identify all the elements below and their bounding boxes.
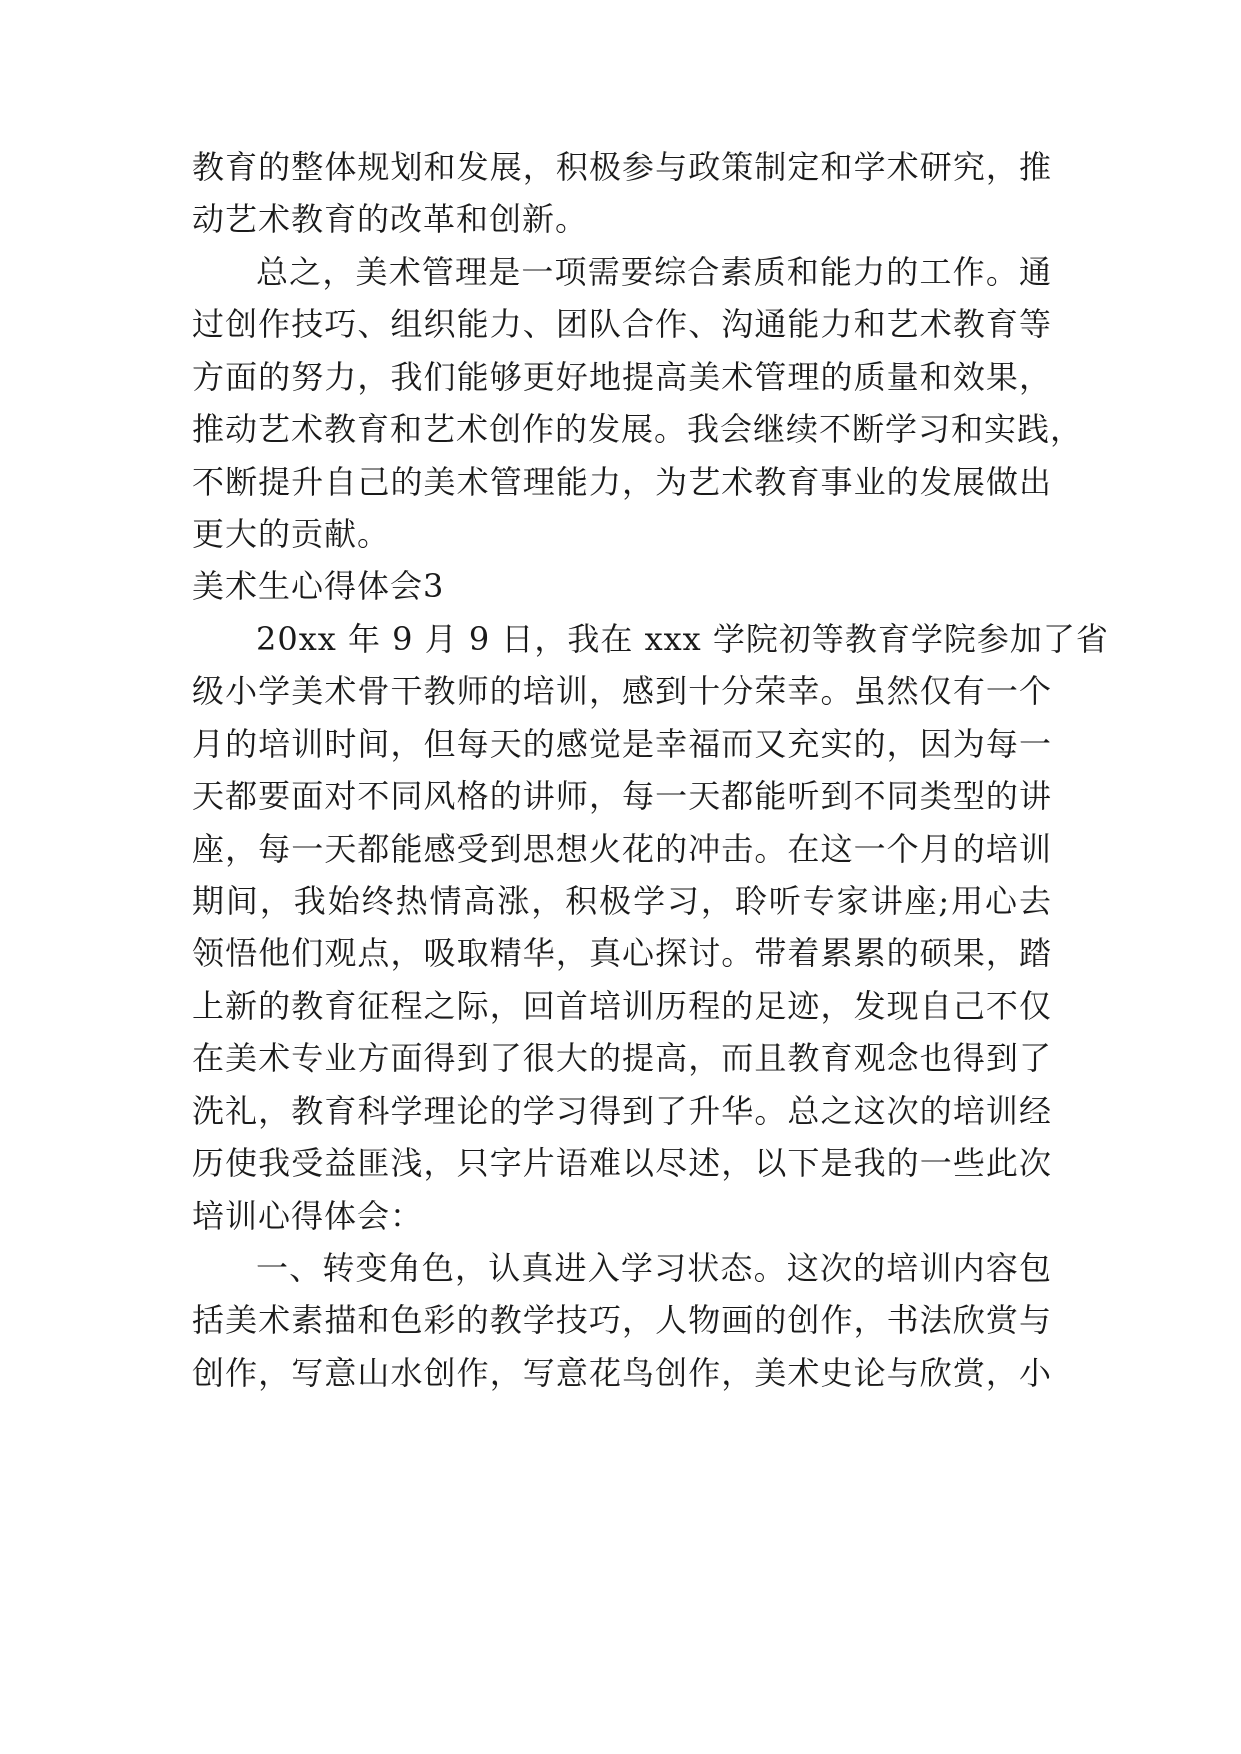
paragraph-line: 动艺术教育的改革和创新。 — [192, 200, 589, 238]
paragraph-line: 月的培训时间，但每天的感觉是幸福而又充实的，因为每一 — [192, 725, 1052, 763]
paragraph-line: 过创作技巧、组织能力、团队合作、沟通能力和艺术教育等 — [192, 305, 1052, 343]
paragraph-line: 推动艺术教育和艺术创作的发展。我会继续不断学习和实践， — [192, 410, 1084, 448]
section-heading: 美术生心得体会3 — [192, 567, 445, 605]
paragraph-line: 创作，写意山水创作，写意花鸟创作，美术史论与欣赏，小 — [192, 1354, 1052, 1392]
paragraph-line: 更大的贡献。 — [192, 515, 391, 553]
paragraph-line: 领悟他们观点，吸取精华，真心探讨。带着累累的硕果，踏 — [192, 934, 1052, 972]
paragraph-line: 20xx 年 9 月 9 日，我在 xxx 学院初等教育学院参加了省 — [256, 620, 1109, 658]
paragraph-line: 培训心得体会： — [192, 1197, 424, 1235]
paragraph-line: 历使我受益匪浅，只字片语难以尽述，以下是我的一些此次 — [192, 1144, 1052, 1182]
paragraph-line: 座，每一天都能感受到思想火花的冲击。在这一个月的培训 — [192, 830, 1052, 868]
paragraph-line: 级小学美术骨干教师的培训，感到十分荣幸。虽然仅有一个 — [192, 672, 1052, 710]
paragraph-line: 一、转变角色，认真进入学习状态。这次的培训内容包 — [256, 1249, 1052, 1287]
paragraph-line: 天都要面对不同风格的讲师，每一天都能听到不同类型的讲 — [192, 777, 1052, 815]
paragraph-line: 教育的整体规划和发展，积极参与政策制定和学术研究，推 — [192, 148, 1052, 186]
paragraph-line: 在美术专业方面得到了很大的提高，而且教育观念也得到了 — [192, 1039, 1052, 1077]
paragraph-line: 洗礼，教育科学理论的学习得到了升华。总之这次的培训经 — [192, 1092, 1052, 1130]
paragraph-line: 总之，美术管理是一项需要综合素质和能力的工作。通 — [256, 253, 1052, 291]
paragraph-line: 期间，我始终热情高涨，积极学习，聆听专家讲座;用心去 — [192, 882, 1052, 920]
paragraph-line: 上新的教育征程之际，回首培训历程的足迹，发现自己不仅 — [192, 987, 1052, 1025]
paragraph-line: 括美术素描和色彩的教学技巧，人物画的创作，书法欣赏与 — [192, 1301, 1052, 1339]
paragraph-line: 不断提升自己的美术管理能力，为艺术教育事业的发展做出 — [192, 463, 1052, 501]
paragraph-line: 方面的努力，我们能够更好地提高美术管理的质量和效果， — [192, 358, 1052, 396]
